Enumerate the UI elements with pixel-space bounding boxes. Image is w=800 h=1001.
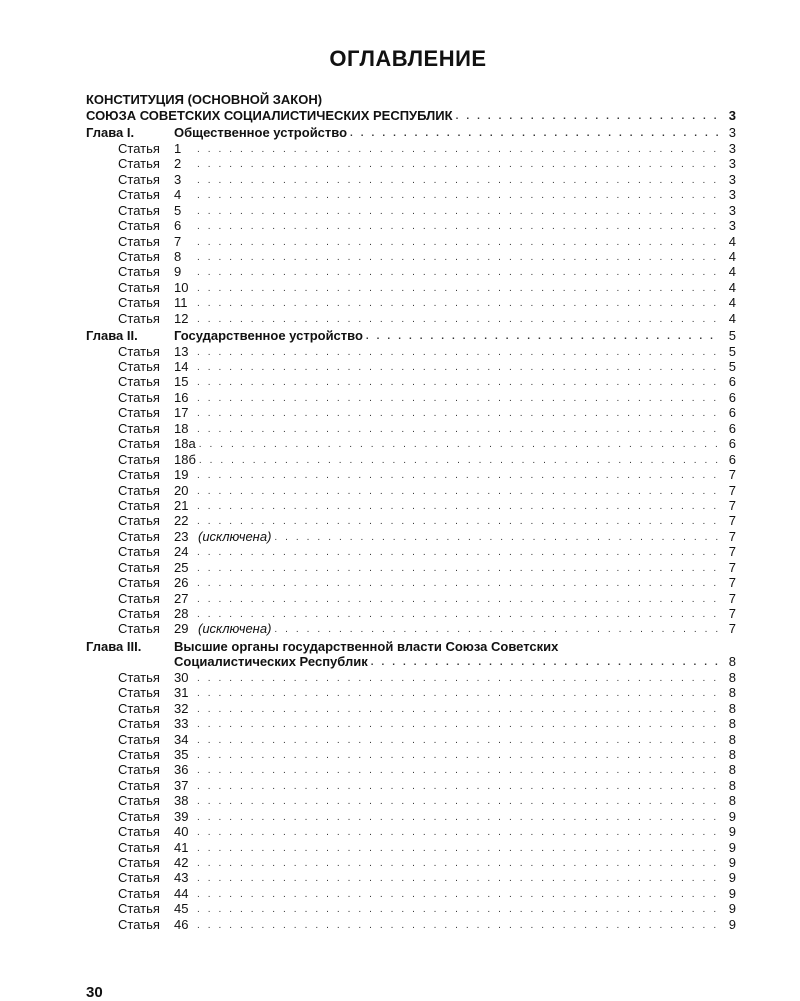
article-word: Статья: [118, 621, 160, 637]
chapter-block: [86, 125, 736, 326]
page-ref: 7: [728, 544, 736, 560]
article-word: Статья: [118, 140, 160, 156]
page-ref: 9: [728, 885, 736, 901]
article-note: (исключена): [198, 528, 272, 544]
article-word: Статья: [118, 420, 160, 436]
leader-dots: [197, 204, 719, 219]
chapter-block: [86, 328, 736, 637]
article-number: 45: [174, 901, 189, 917]
leader-dots: [456, 109, 719, 124]
leader-dots: [197, 484, 719, 499]
article-number: 33: [174, 716, 189, 732]
chapter-number: Глава I.: [86, 125, 135, 141]
page-ref: 9: [728, 808, 736, 824]
page-ref: 5: [728, 359, 736, 374]
article-number: 18: [174, 420, 189, 436]
article-number: 20: [174, 482, 189, 498]
article-word: Статья: [118, 248, 160, 264]
leader-dots: [350, 126, 719, 141]
leader-dots: [197, 157, 719, 172]
article-word: Статья: [118, 839, 160, 855]
page-ref: 7: [728, 482, 736, 498]
article-row[interactable]: [86, 716, 736, 731]
article-word: Статья: [118, 762, 160, 778]
article-word: Статья: [118, 513, 160, 529]
leader-dots: [197, 871, 719, 886]
article-word: Статья: [118, 343, 160, 359]
article-number: 6: [174, 218, 182, 234]
article-row[interactable]: [86, 172, 736, 187]
article-row[interactable]: [86, 575, 736, 590]
article-word: Статья: [118, 171, 160, 187]
article-number: 41: [174, 839, 189, 855]
article-row[interactable]: [86, 621, 736, 636]
leader-dots: [197, 360, 719, 375]
leader-dots: [197, 499, 719, 514]
article-row[interactable]: [86, 187, 736, 202]
page-title: ОГЛАВЛЕНИЕ: [329, 46, 487, 71]
article-word: Статья: [118, 295, 160, 311]
leader-dots: [197, 902, 719, 917]
article-number: 36: [174, 762, 189, 778]
chapter-row[interactable]: [86, 328, 736, 343]
article-word: Статья: [118, 731, 160, 747]
chapter-title: Государственное устройство: [174, 328, 363, 344]
article-number: 9: [174, 264, 182, 280]
article-word: Статья: [118, 467, 160, 483]
leader-dots: [197, 545, 719, 560]
article-word: Статья: [118, 528, 160, 544]
leader-dots: [197, 779, 719, 794]
leader-dots: [197, 250, 719, 265]
article-word: Статья: [118, 156, 160, 172]
article-row[interactable]: [86, 747, 736, 762]
page-ref: 3: [728, 108, 736, 123]
article-number: 35: [174, 746, 189, 762]
article-word: Статья: [118, 559, 160, 575]
leader-dots: [197, 561, 719, 576]
leader-dots: [197, 733, 719, 748]
leader-dots: [366, 329, 719, 344]
page-ref: 4: [728, 248, 736, 264]
article-word: Статья: [118, 855, 160, 870]
leader-dots: [197, 391, 719, 406]
article-row[interactable]: [86, 295, 736, 310]
article-word: Статья: [118, 716, 160, 732]
article-number: 7: [174, 233, 182, 249]
article-word: Статья: [118, 606, 160, 621]
article-number: 1: [174, 140, 182, 156]
page-ref: 4: [728, 295, 736, 311]
leader-dots: [197, 422, 719, 437]
leader-dots: [197, 142, 719, 157]
article-number: 18а: [174, 436, 196, 452]
page-ref: 7: [728, 575, 736, 591]
article-number: 14: [174, 359, 189, 374]
table-of-contents: [86, 92, 736, 932]
constitution-heading: [86, 92, 736, 123]
article-word: Статья: [118, 808, 160, 824]
article-row[interactable]: [86, 344, 736, 359]
chapter-title-line2: Социалистических Республик: [174, 654, 368, 670]
article-row[interactable]: [86, 280, 736, 295]
article-number: 3: [174, 171, 182, 187]
article-word: Статья: [118, 685, 160, 701]
article-word: Статья: [118, 187, 160, 203]
chapter-title: Высшие органы государственной власти Союза Советских: [174, 638, 559, 654]
article-word: Статья: [118, 279, 160, 295]
page-ref: 6: [728, 451, 736, 467]
leader-dots: [197, 607, 719, 622]
leader-dots: [274, 530, 719, 545]
article-number: 13: [174, 343, 189, 359]
leader-dots: [199, 453, 719, 468]
page-ref: 8: [728, 746, 736, 762]
leader-dots: [197, 748, 719, 763]
page-ref: 9: [728, 839, 736, 855]
chapter-number: Глава III.: [86, 638, 142, 654]
leader-dots: [197, 281, 719, 296]
article-number: 8: [174, 248, 182, 264]
page-ref: 3: [728, 218, 736, 234]
article-row[interactable]: [86, 701, 736, 716]
page-ref: 8: [728, 793, 736, 809]
article-word: Статья: [118, 202, 160, 218]
article-row[interactable]: [86, 405, 736, 420]
page-ref: 4: [728, 279, 736, 295]
article-row[interactable]: [86, 762, 736, 777]
page-ref: 7: [728, 621, 736, 637]
article-row[interactable]: [86, 156, 736, 171]
page-ref: 3: [728, 156, 736, 172]
page-ref: 7: [728, 497, 736, 513]
article-row[interactable]: [86, 498, 736, 513]
article-row[interactable]: [86, 529, 736, 544]
article-word: Статья: [118, 374, 160, 390]
article-number: 23: [174, 528, 189, 544]
article-word: Статья: [118, 575, 160, 591]
article-word: Статья: [118, 793, 160, 809]
leader-dots: [197, 794, 719, 809]
leader-dots: [197, 887, 719, 902]
article-row[interactable]: [86, 513, 736, 528]
leader-dots: [197, 265, 719, 280]
leader-dots: [197, 686, 719, 701]
article-row[interactable]: [86, 606, 736, 621]
article-row[interactable]: [86, 840, 736, 855]
page-ref: 7: [728, 590, 736, 606]
article-word: Статья: [118, 359, 160, 374]
article-word: Статья: [118, 389, 160, 405]
leader-dots: [197, 345, 719, 360]
article-row[interactable]: [86, 390, 736, 405]
page-ref: 8: [728, 762, 736, 778]
page-ref: 6: [728, 374, 736, 390]
article-number: 25: [174, 559, 189, 575]
article-number: 17: [174, 405, 189, 421]
leader-dots: [197, 841, 719, 856]
article-row[interactable]: [86, 870, 736, 885]
article-word: Статья: [118, 590, 160, 606]
article-number: 15: [174, 374, 189, 390]
article-number: 10: [174, 279, 189, 295]
leader-dots: [274, 622, 719, 637]
article-number: 43: [174, 870, 189, 886]
page-ref: 8: [728, 731, 736, 747]
article-word: Статья: [118, 669, 160, 685]
article-number: 27: [174, 590, 189, 606]
article-row[interactable]: [86, 809, 736, 824]
article-word: Статья: [118, 746, 160, 762]
page-ref: 8: [728, 685, 736, 701]
article-number: 11: [174, 295, 188, 311]
article-number: 46: [174, 916, 189, 932]
article-row[interactable]: [86, 359, 736, 374]
article-row[interactable]: [86, 901, 736, 916]
constitution-heading-row[interactable]: [86, 108, 736, 123]
article-row[interactable]: [86, 778, 736, 793]
article-word: Статья: [118, 497, 160, 513]
article-number: 29: [174, 621, 189, 637]
leader-dots: [199, 437, 719, 452]
article-word: Статья: [118, 264, 160, 280]
page-ref: 7: [728, 467, 736, 483]
article-row[interactable]: [86, 374, 736, 389]
page-ref: 4: [728, 264, 736, 280]
page-ref: 8: [728, 654, 736, 670]
page-ref: 8: [728, 716, 736, 732]
article-word: Статья: [118, 916, 160, 932]
page-ref: 5: [728, 328, 736, 344]
constitution-heading-line1: КОНСТИТУЦИЯ (ОСНОВНОЙ ЗАКОН): [86, 92, 323, 107]
article-number: 5: [174, 202, 182, 218]
page-ref: 9: [728, 901, 736, 917]
article-number: 12: [174, 310, 189, 326]
article-row[interactable]: [86, 886, 736, 901]
page-number: 30: [86, 984, 103, 1001]
article-row[interactable]: [86, 824, 736, 839]
leader-dots: [197, 514, 719, 529]
leader-dots: [197, 576, 719, 591]
chapter-row-continued[interactable]: [86, 654, 736, 669]
article-note: (исключена): [198, 621, 272, 637]
page-ref: 4: [728, 233, 736, 249]
leader-dots: [197, 173, 719, 188]
article-number: 39: [174, 808, 189, 824]
article-word: Статья: [118, 544, 160, 560]
leader-dots: [197, 592, 719, 607]
page-ref: 7: [728, 606, 736, 621]
leader-dots: [197, 702, 719, 717]
page-ref: 8: [728, 777, 736, 793]
page-ref: 5: [728, 343, 736, 359]
article-row[interactable]: [86, 436, 736, 451]
article-number: 21: [174, 497, 189, 513]
article-row[interactable]: [86, 917, 736, 932]
article-row[interactable]: [86, 685, 736, 700]
page-ref: 9: [728, 855, 736, 870]
leader-dots: [197, 235, 719, 250]
article-number: 37: [174, 777, 189, 793]
article-number: 18б: [174, 451, 196, 467]
article-number: 2: [174, 156, 182, 172]
article-row[interactable]: [86, 560, 736, 575]
article-word: Статья: [118, 824, 160, 840]
article-word: Статья: [118, 885, 160, 901]
page-ref: 9: [728, 824, 736, 840]
article-row[interactable]: [86, 855, 736, 870]
article-row[interactable]: [86, 670, 736, 685]
leader-dots: [197, 468, 719, 483]
page-ref: 3: [728, 202, 736, 218]
article-row[interactable]: [86, 249, 736, 264]
leader-dots: [197, 918, 719, 933]
page-ref: 9: [728, 870, 736, 886]
leader-dots: [197, 856, 719, 871]
article-number: 4: [174, 187, 182, 203]
chapter-title: Общественное устройство: [174, 125, 348, 141]
page-ref: 3: [728, 171, 736, 187]
article-word: Статья: [118, 233, 160, 249]
article-word: Статья: [118, 436, 160, 452]
article-word: Статья: [118, 482, 160, 498]
chapter-row[interactable]: [86, 639, 736, 654]
article-row[interactable]: [86, 203, 736, 218]
leader-dots: [197, 763, 719, 778]
article-number: 19: [174, 467, 189, 483]
article-word: Статья: [118, 451, 160, 467]
article-number: 22: [174, 513, 189, 529]
leader-dots: [197, 671, 719, 686]
page-ref: 6: [728, 420, 736, 436]
leader-dots: [197, 717, 719, 732]
article-row[interactable]: [86, 234, 736, 249]
article-number: 32: [174, 700, 189, 716]
article-number: 34: [174, 731, 189, 747]
article-number: 40: [174, 824, 189, 840]
page-ref: 6: [728, 436, 736, 452]
article-row[interactable]: [86, 264, 736, 279]
article-word: Статья: [118, 777, 160, 793]
leader-dots: [197, 406, 719, 421]
chapter-list: [86, 125, 736, 932]
article-number: 28: [174, 606, 189, 621]
article-word: Статья: [118, 218, 160, 234]
article-row[interactable]: [86, 141, 736, 156]
article-row[interactable]: [86, 591, 736, 606]
page-ref: 8: [728, 669, 736, 685]
article-word: Статья: [118, 901, 160, 917]
page-ref: 7: [728, 513, 736, 529]
article-word: Статья: [118, 310, 160, 326]
article-number: 44: [174, 885, 189, 901]
article-word: Статья: [118, 700, 160, 716]
article-number: 38: [174, 793, 189, 809]
leader-dots: [197, 296, 719, 311]
article-row[interactable]: [86, 793, 736, 808]
article-word: Статья: [118, 870, 160, 886]
page-ref: 3: [728, 187, 736, 203]
leader-dots: [197, 188, 719, 203]
page-ref: 6: [728, 389, 736, 405]
article-row[interactable]: [86, 452, 736, 467]
article-row[interactable]: [86, 218, 736, 233]
leader-dots: [197, 375, 719, 390]
page-ref: 4: [728, 310, 736, 326]
leader-dots: [197, 312, 719, 327]
article-number: 24: [174, 544, 189, 560]
leader-dots: [197, 219, 719, 234]
page-ref: 7: [728, 528, 736, 544]
page-ref: 8: [728, 700, 736, 716]
article-number: 31: [174, 685, 189, 701]
article-row[interactable]: [86, 311, 736, 326]
leader-dots: [197, 810, 719, 825]
article-row[interactable]: [86, 421, 736, 436]
leader-dots: [197, 825, 719, 840]
leader-dots: [371, 655, 719, 670]
page-ref: 3: [728, 140, 736, 156]
article-number: 26: [174, 575, 189, 591]
chapter-number: Глава II.: [86, 328, 138, 344]
constitution-heading-line2: СОЮЗА СОВЕТСКИХ СОЦИАЛИСТИЧЕСКИХ РЕСПУБЛИК: [86, 108, 453, 123]
chapter-block: [86, 639, 736, 932]
article-number: 16: [174, 389, 189, 405]
page-ref: 6: [728, 405, 736, 421]
article-number: 42: [174, 855, 189, 870]
chapter-row[interactable]: [86, 125, 736, 140]
article-row[interactable]: [86, 732, 736, 747]
article-row[interactable]: [86, 467, 736, 482]
article-word: Статья: [118, 405, 160, 421]
page-ref: 3: [728, 125, 736, 141]
page-ref: 9: [728, 916, 736, 932]
article-number: 30: [174, 669, 189, 685]
article-row[interactable]: [86, 483, 736, 498]
article-row[interactable]: [86, 544, 736, 559]
page-ref: 7: [728, 559, 736, 575]
